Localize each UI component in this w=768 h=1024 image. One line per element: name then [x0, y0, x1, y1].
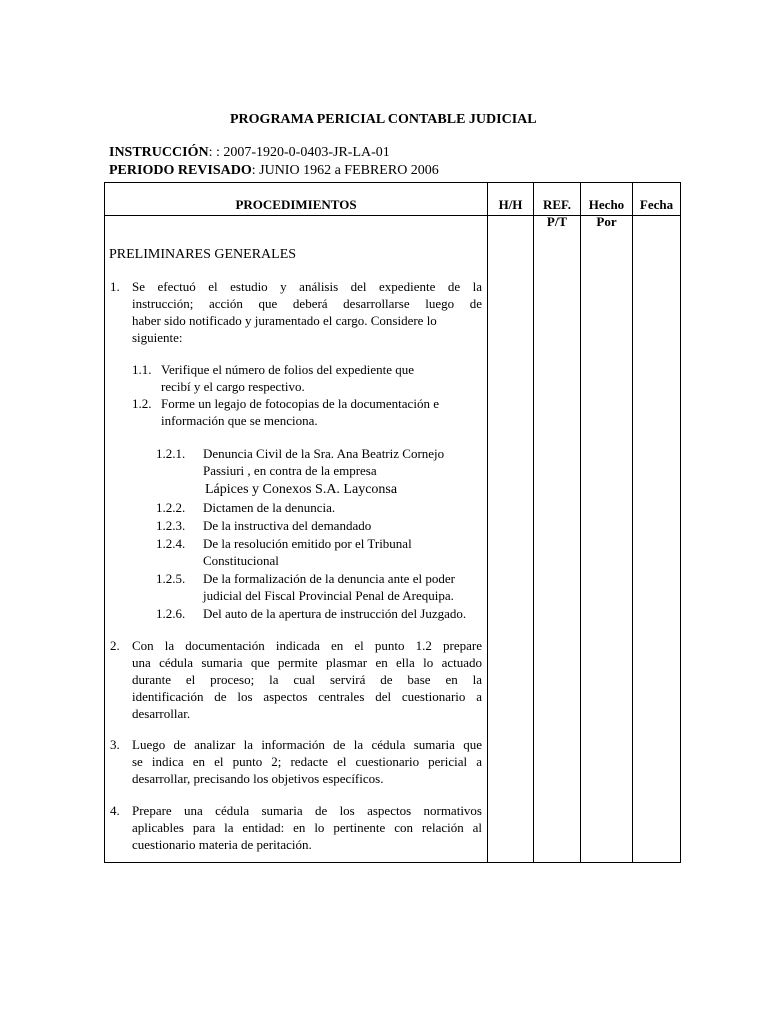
item-text-line: desarrollar.: [132, 706, 191, 721]
header-ref: REF.: [542, 197, 572, 212]
item-text-line: Verifique el número de folios del expediente que: [161, 362, 415, 377]
item-number: 1.2.3.: [156, 518, 186, 533]
header-pt: P/T: [546, 214, 568, 229]
item-number: 1.2.4.: [156, 536, 186, 551]
header-hecho: Hecho: [588, 197, 625, 212]
item-text-line: Constitucional: [203, 553, 279, 568]
item-text-line: judicial del Fiscal Provincial Penal de Arequipa.: [203, 588, 454, 603]
instruccion-line: [109, 145, 390, 161]
item-number: 1.2.6.: [156, 606, 186, 621]
item-text-line: Lápices y Conexos S.A. Layconsa: [205, 482, 398, 497]
column-divider: [533, 182, 534, 863]
item-text-line: De la instructiva del demandado: [203, 518, 372, 533]
item-text-line: Se efectuó el estudio y análisis del expediente de la: [132, 279, 482, 294]
item-number: 1.2.1.: [156, 446, 186, 461]
item-text-line: desarrollar, precisando los objetivos específicos.: [132, 771, 384, 786]
item-text-line: Con la documentación indicada en el punto 1.2 prepare: [132, 638, 482, 653]
table-right-border: [680, 182, 681, 863]
item-number: 1.: [110, 279, 120, 294]
instruccion-label: INSTRUCCIÓN: [109, 145, 209, 160]
table-top-border: [104, 182, 681, 183]
item-text-line: siguiente:: [132, 330, 183, 345]
item-text-line: [203, 446, 444, 462]
table-left-border: [104, 182, 105, 863]
item-text-line: durante el proceso; la cual servirá de base en la: [132, 672, 482, 687]
item-text-line: Luego de analizar la información de la cédula sumaria que: [132, 737, 482, 752]
periodo-line: [109, 163, 439, 179]
item-text-line: De la resolución emitido por el Tribunal: [203, 536, 412, 551]
item-text-line: se indica en el punto 2; redacte el cuestionario pericial a: [132, 754, 482, 769]
instruccion-value: : : 2007-1920-0-0403-JR-LA-01: [208, 145, 390, 160]
item-text-line: De la formalización de la denuncia ante el poder: [203, 571, 455, 586]
item-number: 3.: [110, 737, 120, 752]
item-text-line: información que se menciona.: [161, 413, 318, 428]
item-number: 4.: [110, 803, 120, 818]
item-text-line: Forme un legajo de fotocopias de la documentación e: [161, 396, 439, 411]
item-number: 1.2.: [132, 396, 152, 411]
section-heading: PRELIMINARES GENERALES: [109, 247, 297, 262]
periodo-label: PERIODO REVISADO: [109, 163, 252, 178]
document-title: PROGRAMA PERICIAL CONTABLE JUDICIAL: [230, 112, 537, 127]
column-divider: [580, 182, 581, 863]
header-procedimientos: PROCEDIMIENTOS: [235, 197, 357, 212]
item-number: 2.: [110, 638, 120, 653]
column-divider: [632, 182, 633, 863]
table-bottom-border: [104, 862, 681, 863]
periodo-value: : JUNIO 1962 a FEBRERO 2006: [251, 163, 439, 178]
item-text-line: Dictamen de la denuncia.: [203, 500, 336, 515]
item-text-line: cuestionario materia de peritación.: [132, 837, 312, 852]
column-divider: [487, 182, 488, 863]
header-por: Por: [596, 214, 617, 229]
item-text-line: aplicables para la entidad: en lo pertinente con relación al: [132, 820, 482, 835]
header-fecha: Fecha: [639, 197, 674, 212]
header-hh: H/H: [498, 197, 523, 212]
item-text-line: una cédula sumaria que permite plasmar en ella lo actuado: [132, 655, 482, 670]
item-text-line: instrucción; acción que deberá desarrollarse luego de: [132, 296, 482, 311]
item-text-line: Del auto de la apertura de instrucción del Juzgado.: [203, 606, 467, 621]
item-number: 1.2.5.: [156, 571, 186, 586]
item-number: 1.1.: [132, 362, 152, 377]
item-text-line: Prepare una cédula sumaria de los aspectos normativos: [132, 803, 482, 818]
item-text-line: Passiuri , en contra de la empresa: [203, 463, 377, 478]
item-text-line: recibí y el cargo respectivo.: [161, 379, 305, 394]
item-text-span: Denuncia Civil de la Sra. Ana Beatriz Cornejo: [203, 446, 445, 461]
item-number: 1.2.2.: [156, 500, 186, 515]
item-text-line: haber sido notificado y juramentado el cargo. Considere lo: [132, 313, 437, 328]
item-text-line: identificación de los aspectos centrales del cuestionario a: [132, 689, 482, 704]
